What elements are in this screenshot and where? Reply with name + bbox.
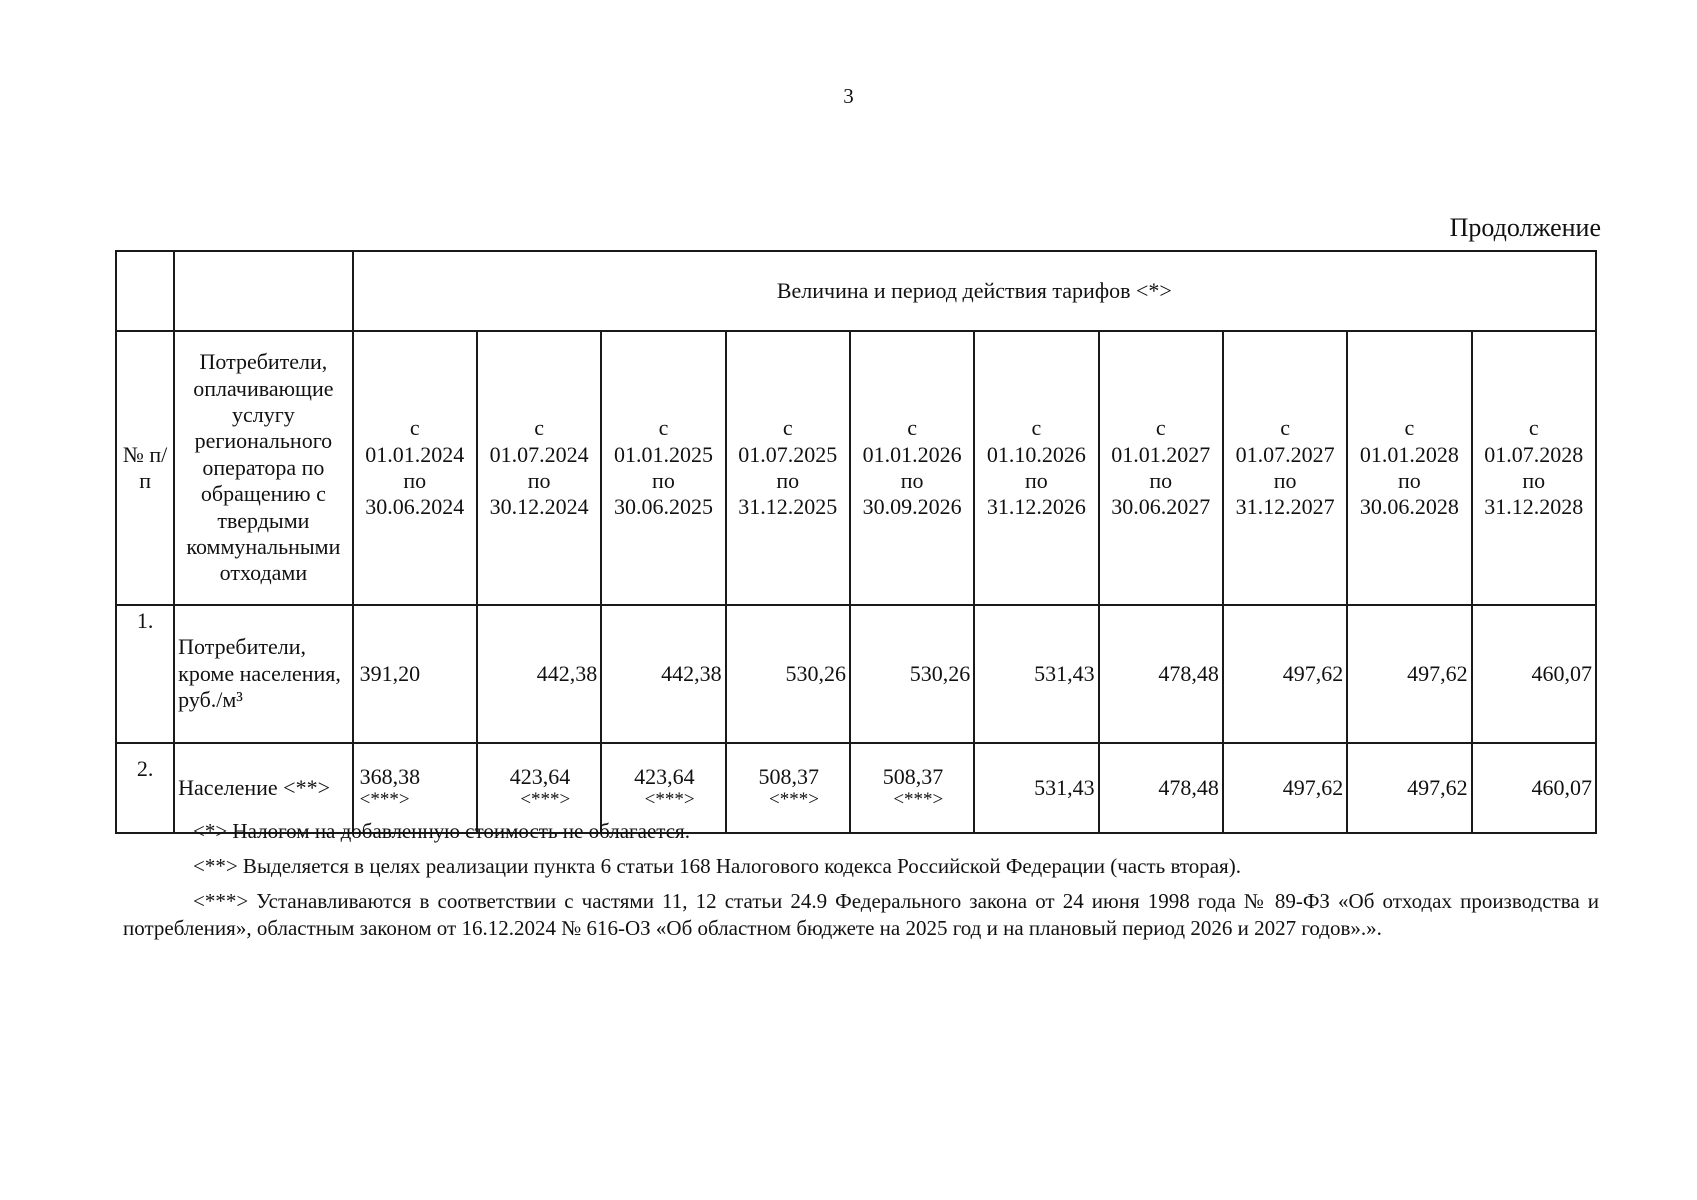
- footnotes: [123, 818, 1599, 950]
- period-to: 30.06.2027: [1111, 494, 1211, 520]
- tariff-value: 460,07: [1531, 660, 1592, 686]
- period-from: 01.07.2024: [489, 441, 589, 467]
- period-from-word: с: [658, 415, 669, 441]
- blank-cell: [116, 251, 174, 331]
- period-to: 30.06.2028: [1359, 494, 1459, 520]
- tariff-value: 442,38: [536, 660, 598, 686]
- tariff-value: 497,62: [1282, 660, 1344, 686]
- tariff-value: 531,43: [1034, 660, 1095, 686]
- tariff-cell: [1223, 605, 1347, 743]
- period-to-word: по: [1025, 468, 1048, 493]
- period-to-word: по: [1273, 468, 1297, 493]
- period-to-word: по: [900, 468, 924, 493]
- tariff-cell: [850, 605, 974, 743]
- period-from: 01.07.2027: [1235, 441, 1335, 467]
- row-consumer: Потребители, кроме населения, руб./м³: [174, 605, 352, 743]
- tariff-value: 391,20: [359, 660, 421, 686]
- tariff-value: 423,64: [634, 764, 695, 790]
- period-to-word: по: [1398, 468, 1421, 493]
- period-to: 30.06.2025: [613, 494, 713, 520]
- table-group-header-row: [116, 251, 1596, 331]
- period-from: 01.01.2027: [1111, 441, 1211, 467]
- tariff-note: <***>: [644, 788, 695, 810]
- blank-cell: [174, 251, 352, 331]
- tariff-cell: [353, 605, 477, 743]
- tariff-note: <***>: [520, 788, 571, 810]
- period-header: [726, 331, 850, 605]
- tariff-value: 442,38: [661, 660, 722, 686]
- period-from-word: с: [1155, 415, 1166, 441]
- tariff-note: <***>: [359, 788, 410, 810]
- period-to: 30.12.2024: [489, 494, 589, 520]
- group-header-cell: Величина и период действия тарифов <*>: [353, 251, 1596, 331]
- period-to-word: по: [1149, 468, 1173, 493]
- tariff-cell: [726, 605, 850, 743]
- continuation-label: Продолжение: [1449, 213, 1601, 242]
- tariff-value: 530,26: [785, 660, 846, 686]
- row-consumer: Население <**>: [174, 743, 352, 833]
- period-from-word: с: [782, 415, 793, 441]
- table-row: [116, 605, 1596, 743]
- tariff-value: 497,62: [1407, 660, 1468, 686]
- col-num-header: № п/п: [116, 331, 174, 605]
- period-from: 01.07.2028: [1484, 441, 1584, 467]
- period-from-word: с: [1528, 415, 1539, 441]
- tariff-cell: [601, 605, 725, 743]
- tariff-table: [115, 250, 1597, 834]
- period-from: 01.01.2028: [1359, 441, 1459, 467]
- period-header: [601, 331, 725, 605]
- period-from: 01.01.2024: [365, 441, 465, 467]
- period-header: [1099, 331, 1223, 605]
- period-from: 01.10.2026: [986, 441, 1086, 467]
- tariff-value: 531,43: [1034, 774, 1095, 800]
- tariff-value: 508,37: [882, 764, 944, 790]
- tariff-value: 508,37: [758, 764, 819, 790]
- tariff-cell: [477, 605, 601, 743]
- period-to-word: по: [1522, 468, 1546, 493]
- tariff-note: <***>: [893, 788, 944, 810]
- table-header-row: [116, 331, 1596, 605]
- period-from-word: с: [1031, 415, 1042, 441]
- tariff-value: 497,62: [1282, 774, 1344, 800]
- period-to: 31.12.2027: [1235, 494, 1335, 520]
- period-to-word: по: [527, 468, 551, 493]
- period-to: 30.09.2026: [862, 494, 962, 520]
- period-to-word: по: [403, 468, 427, 493]
- tariff-cell: [1347, 605, 1471, 743]
- period-header: [353, 331, 477, 605]
- col-consumer-header: Потребители, оплачивающие услугу регионального оператора по обращению с твердыми коммунальными отходами: [174, 331, 352, 605]
- period-header: [850, 331, 974, 605]
- period-to-word: по: [776, 468, 800, 493]
- period-header: [1223, 331, 1347, 605]
- tariff-value: 423,64: [509, 764, 571, 790]
- tariff-cell: [1472, 605, 1596, 743]
- period-header: [1472, 331, 1596, 605]
- period-to: 30.06.2024: [365, 494, 465, 520]
- tariff-value: 478,48: [1158, 774, 1219, 800]
- footnote-vat: <*> Налогом на добавленную стоимость не облагается.: [193, 819, 690, 843]
- tariff-note: <***>: [769, 788, 819, 810]
- footnote-legal-basis: <***> Устанавливаются в соответствии с частями 11, 12 статьи 24.9 Федерального закона от 24 июня 1998 года № 89-ФЗ «Об отходах производства и потребления», областным законом от 16.12.2024 № 616-ОЗ «Об областном бюджете на 2025 год и на плановый период 2026 и 2027 годов».».: [123, 888, 1599, 940]
- period-from: 01.01.2026: [862, 441, 962, 467]
- period-from: 01.01.2025: [613, 441, 713, 467]
- period-header: [974, 331, 1098, 605]
- tariff-value: 530,26: [909, 660, 971, 686]
- period-from-word: с: [409, 415, 420, 441]
- period-to: 31.12.2028: [1484, 494, 1584, 520]
- period-header: [477, 331, 601, 605]
- tariff-value: 368,38: [359, 764, 421, 790]
- period-header: [1347, 331, 1471, 605]
- tariff-value: 497,62: [1407, 774, 1468, 800]
- period-to-word: по: [652, 468, 675, 493]
- row-number: 1.: [116, 605, 174, 743]
- footnote-population: <**> Выделяется в целях реализации пункта 6 статьи 168 Налогового кодекса Российской Федерации (часть вторая).: [193, 853, 1241, 878]
- period-from-word: с: [1404, 415, 1415, 441]
- row-number: 2.: [116, 743, 174, 833]
- tariff-value: 460,07: [1531, 774, 1592, 800]
- tariff-cell: [1099, 605, 1223, 743]
- tariff-value: 478,48: [1158, 660, 1219, 686]
- period-to: 31.12.2026: [986, 494, 1086, 520]
- period-from: 01.07.2025: [738, 441, 838, 467]
- period-from-word: с: [1280, 415, 1290, 441]
- period-from-word: с: [534, 415, 544, 441]
- page-number: 3: [843, 84, 854, 108]
- tariff-cell: [974, 605, 1098, 743]
- period-from-word: с: [907, 415, 917, 441]
- period-to: 31.12.2025: [738, 494, 838, 520]
